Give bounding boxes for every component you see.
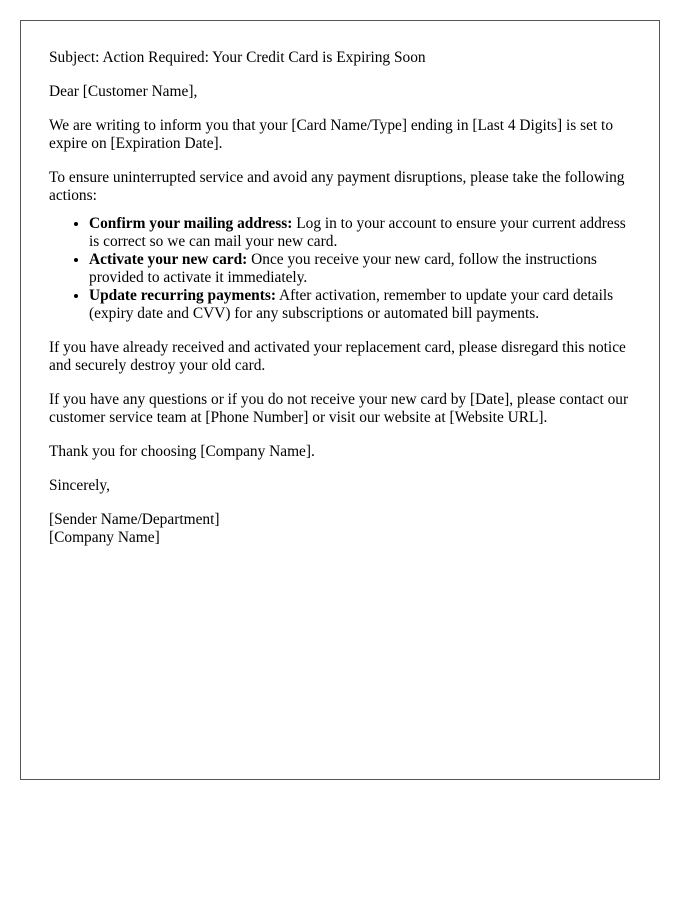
list-item (89, 251, 639, 287)
letter-body (49, 49, 639, 547)
actions-intro: To ensure uninterrupted service and avoid any payment disruptions, please take the following actions: (49, 169, 625, 204)
signature-block (49, 511, 639, 547)
action-text: Log in to your account to ensure your current address is correct so we can mail your new card. (89, 215, 626, 250)
letter-subject: Subject: Action Required: Your Credit Card is Expiring Soon (49, 49, 426, 66)
action-label: Update recurring payments: (89, 287, 276, 304)
closing-line: Sincerely, (49, 477, 110, 494)
contact-paragraph: If you have any questions or if you do not receive your new card by [Date], please contact our customer service team at [Phone Number] or visit our website at [Website URL]. (49, 391, 629, 426)
sender-name: [Sender Name/Department] (49, 511, 220, 528)
letter-intro: We are writing to inform you that your [Card Name/Type] ending in [Last 4 Digits] is set to expire on [Expiration Date]. (49, 117, 614, 152)
list-item (89, 287, 639, 323)
company-name: [Company Name] (49, 529, 160, 546)
letter-page (20, 20, 660, 780)
list-item (89, 215, 639, 251)
action-label: Activate your new card: (89, 251, 248, 268)
thanks-line: Thank you for choosing [Company Name]. (49, 443, 315, 460)
actions-list (49, 215, 639, 323)
disregard-notice: If you have already received and activated your replacement card, please disregard this notice and securely destroy your old card. (49, 339, 626, 374)
action-label: Confirm your mailing address: (89, 215, 293, 232)
action-text: After activation, remember to update your card details (expiry date and CVV) for any subscriptions or automated bill payments. (89, 287, 614, 322)
action-text: Once you receive your new card, follow the instructions provided to activate it immediately. (89, 251, 597, 286)
letter-greeting: Dear [Customer Name], (49, 83, 198, 100)
